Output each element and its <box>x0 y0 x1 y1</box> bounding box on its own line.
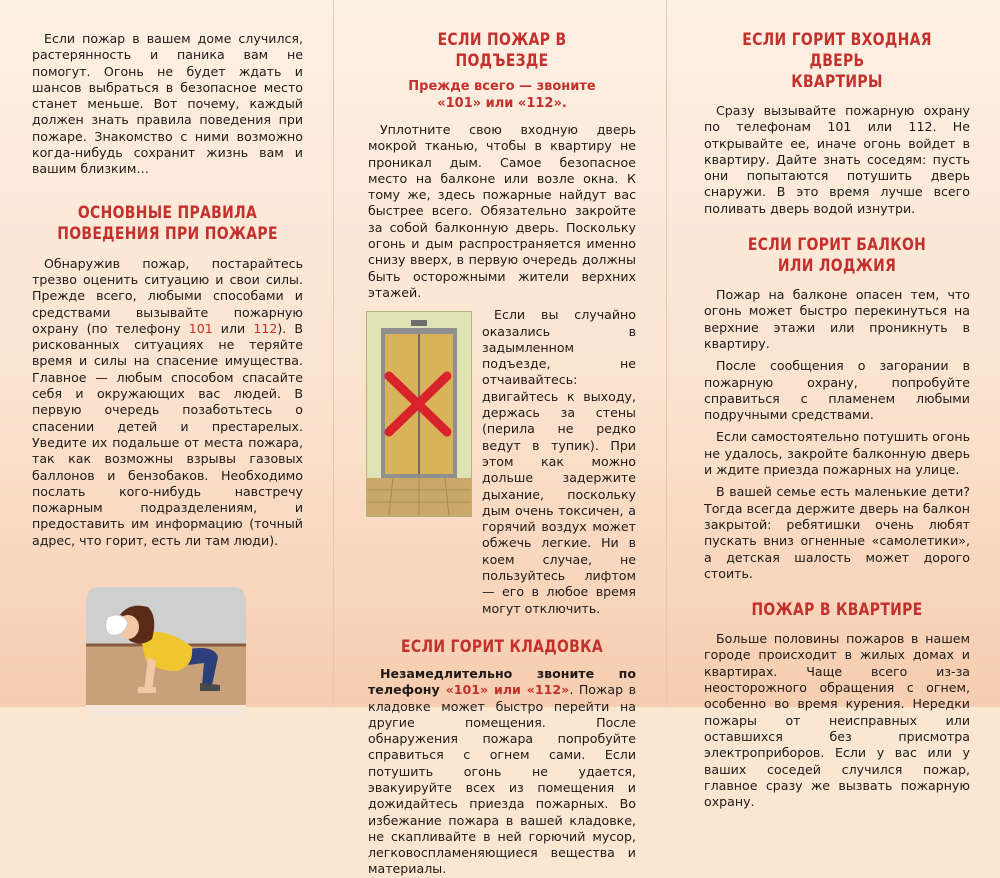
panel-middle <box>334 0 666 877</box>
heading-line: ПОВЕДЕНИЯ ПРИ ПОЖАРЕ <box>57 223 278 244</box>
subheading-line: Прежде всего — звоните <box>408 79 596 94</box>
section-heading-stairwell: ЕСЛИ ПОЖАР В ПОДЪЕЗДЕ <box>437 30 567 71</box>
intro-paragraph: Если пожар в вашем доме случился, растерянность и паника вам не помогут. Огонь не будет ждать и шансов выбраться в безопасное место станет меньше. Вот почему, каждый должен знать правила поведения при пожаре. Знакомство с ними возможно когда-нибудь сохранит жизнь вам и вашим близким… <box>32 31 303 177</box>
closet-bold-text: Незамедлительно звоните по телефону <box>368 665 636 698</box>
closet-text: . Пожар в кладовке может быстро перейти на другие помещения. После обнаружения пожара попробуйте справиться с огнем сами. Если потушить огонь не удается, эвакуируйте всех из помещения и дожидайтесь приезда пожарных. Во избежание пожара в вашей кладовке, не скапливайте в ней горючий мусор, легковоспламеняющиеся вещества и материалы. <box>368 682 636 877</box>
rules-text: или <box>212 320 254 336</box>
phone-101: 101 <box>188 320 213 336</box>
panel-left <box>0 0 333 707</box>
elevator-warning-illustration <box>366 311 472 517</box>
balcony-paragraph-1: Пожар на балконе опасен тем, что огонь может быстро перекинуться на верхние этажи или проникнуть в квартиру. <box>704 287 970 351</box>
rules-paragraph <box>32 256 303 549</box>
elevator-section <box>368 307 636 617</box>
closet-paragraph <box>368 666 636 878</box>
stairwell-paragraph-1: Уплотните свою входную дверь мокрой тканью, чтобы в квартиру не проникал дым. Самое безопасное место на балконе или возле окна. К тому же, здесь пожарные найдут вас быстрее всего. Обязательно закройте за собой балконную дверь. Поскольку огонь и дым распространяется именно снизу вверх, в первую очередь должны быть осторожными жители верхних этажей. <box>368 122 636 300</box>
heading-line: ИЛИ ЛОДЖИЯ <box>777 256 897 277</box>
crawling-person-illustration <box>86 587 246 717</box>
section-heading-balcony <box>728 235 946 277</box>
section-heading-apartment: ПОЖАР В КВАРТИРЕ <box>751 600 923 621</box>
stairwell-paragraph-2: Если вы случайно оказались в задымленном подъезде, не отчаивайтесь: двигайтесь к выходу, держась за стены (перила не редко ведут в тупик). При этом как можно дольше задержите дыхание, поскольку дым очень токсичен, а горячий воздух может обжечь легкие. Ни в коем случае, не пользуйтесь лифтом — его в любое время могут отключить. <box>482 307 636 616</box>
balcony-paragraph-4: В вашей семье есть маленькие дети? Тогда всегда держите дверь на балкон закрытой: ребятишки очень любят пускать вниз огненные «самолетики», а детская шалость может дорого стоить. <box>704 484 970 581</box>
heading-line: ОСНОВНЫЕ ПРАВИЛА <box>77 202 258 223</box>
panel-right <box>667 0 1000 810</box>
section-heading-door <box>728 30 946 93</box>
apartment-paragraph: Больше половины пожаров в нашем городе происходит в жилых домах и квартирах. Чаще всего из-за неосторожного обращения с огнем, особенно во время курения. Нередки пожары от неисправных или оставшихся без присмотра электроприборов. Если у вас или у ваших соседей случился пожар, главное сразу же вызвать пожарную охрану. <box>704 631 970 810</box>
heading-line: ЕСЛИ ГОРИТ ВХОДНАЯ ДВЕРЬ <box>742 30 932 71</box>
heading-line: ЕСЛИ ГОРИТ БАЛКОН <box>747 235 927 256</box>
closet-phones: «101» или «112» <box>445 682 570 698</box>
phone-112: 112 <box>253 320 278 336</box>
call-subheading <box>368 78 636 112</box>
door-paragraph: Сразу вызывайте пожарную охрану по телефонам 101 или 112. Не открывайте ее, иначе огонь войдет в квартиру. Дайте знать соседям: пусть они попытаются потушить дверь снаружи. В это время лучше всего поливать дверь водой изнутри. <box>704 103 970 216</box>
section-heading-closet: ЕСЛИ ГОРИТ КЛАДОВКА <box>401 636 603 657</box>
section-heading-rules <box>56 203 278 245</box>
rules-text: Обнаружив пожар, постарайтесь трезво оценить ситуацию и свои силы. Прежде всего, любыми способами и средствами вызывайте пожарную охрану (по телефону <box>32 255 303 336</box>
subheading-line: «101» или «112». <box>437 96 567 111</box>
balcony-paragraph-3: Если самостоятельно потушить огонь не удалось, закройте балконную дверь и ждите приезда пожарных на улице. <box>704 429 970 478</box>
rules-text: ). В рискованных ситуациях не теряйте время и силы на спасение имущества. Главное — любым способом спасайте себя и окружающих вас людей. В первую очередь позаботьтесь о спасении детей и престарелых. Уведите их подальше от места пожара, так как возможны взрывы газовых баллонов и бензобаков. Необходимо послать кого-нибудь навстречу пожарным подразделениям, и предоставить им информацию (точный адрес, что горит, есть ли там люди). <box>32 320 303 548</box>
heading-line: КВАРТИРЫ <box>791 72 883 92</box>
balcony-paragraph-2: После сообщения о загорании в пожарную охрану, попробуйте справиться с пламенем любыми подручными средствами. <box>704 358 970 423</box>
